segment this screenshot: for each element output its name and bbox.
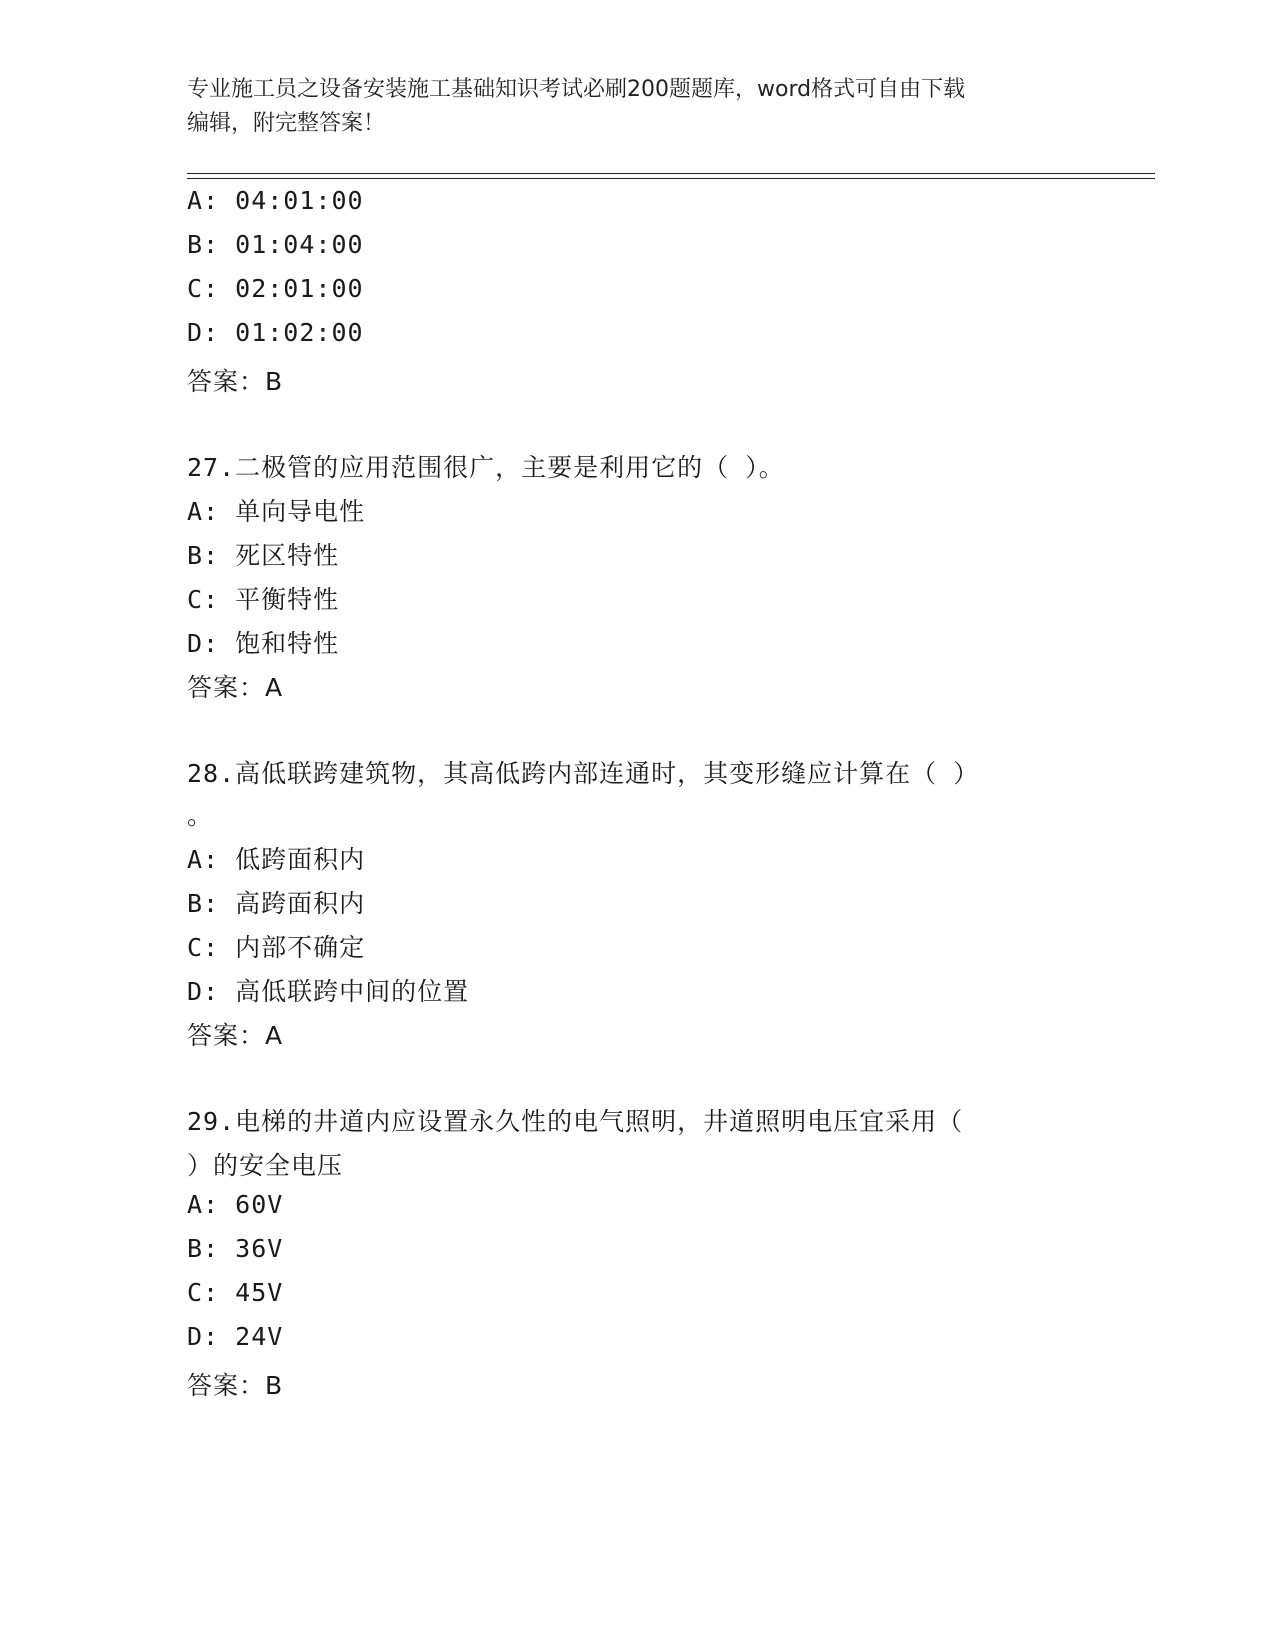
option-b: B: 01:04:00 — [187, 230, 364, 259]
answer-line: 答案：A — [187, 673, 284, 702]
option-c: C: 45V — [187, 1278, 284, 1307]
header-title-line1: 专业施工员之设备安装施工基础知识考试必刷200题题库，word格式可自由下载 — [187, 77, 966, 102]
question-stem: 27.二极管的应用范围很广，主要是利用它的（ ）。 — [187, 453, 785, 482]
question-stem: 28.高低联跨建筑物，其高低跨内部连通时，其变形缝应计算在（ ） — [187, 759, 980, 788]
option-d: D: 饱和特性 — [187, 629, 340, 658]
option-a: A: 单向导电性 — [187, 497, 366, 526]
option-b: B: 死区特性 — [187, 541, 340, 570]
option-a: A: 60V — [187, 1190, 284, 1219]
option-d: D: 01:02:00 — [187, 318, 364, 347]
option-b: B: 高跨面积内 — [187, 889, 366, 918]
header-divider-bottom — [187, 178, 1155, 179]
answer-line: 答案：B — [187, 1371, 284, 1400]
header-title-line2: 编辑，附完整答案！ — [187, 111, 386, 136]
option-a: A: 低跨面积内 — [187, 845, 366, 874]
option-d: D: 24V — [187, 1322, 284, 1351]
answer-line: 答案：B — [187, 367, 284, 396]
question-stem: 29.电梯的井道内应设置永久性的电气照明，井道照明电压宜采用（ — [187, 1107, 964, 1136]
answer-line: 答案：A — [187, 1021, 284, 1050]
document-header — [187, 73, 1087, 141]
option-d: D: 高低联跨中间的位置 — [187, 977, 470, 1006]
option-a: A: 04:01:00 — [187, 186, 364, 215]
question-stem-continuation: 。 — [187, 801, 214, 830]
option-c: C: 平衡特性 — [187, 585, 340, 614]
option-c: C: 内部不确定 — [187, 933, 366, 962]
header-divider-top — [187, 173, 1155, 174]
option-c: C: 02:01:00 — [187, 274, 364, 303]
question-stem-continuation: ）的安全电压 — [187, 1151, 344, 1180]
option-b: B: 36V — [187, 1234, 284, 1263]
